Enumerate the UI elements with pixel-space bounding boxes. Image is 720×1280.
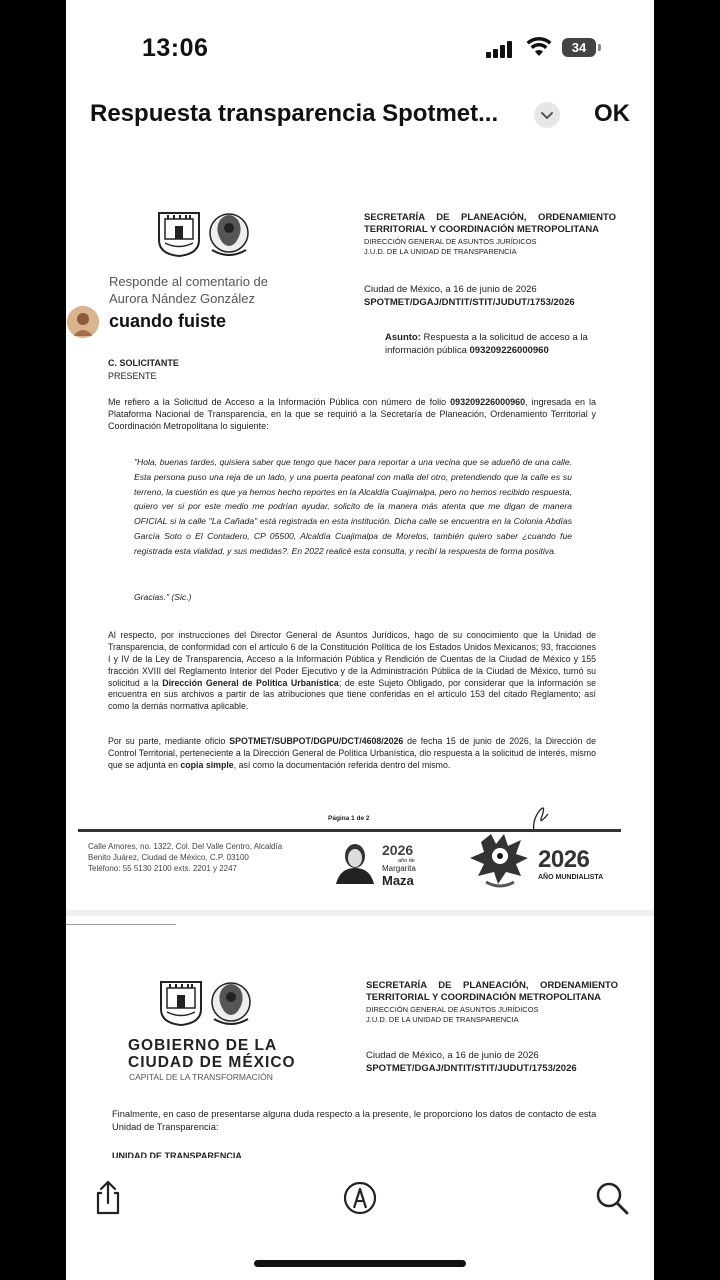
maza-name-1: Margarita — [382, 864, 416, 873]
page1-subject: Asunto: Respuesta a la solicitud de acceso a la información pública 093209226000960 — [385, 332, 588, 356]
commenter-avatar — [67, 306, 99, 338]
share-button[interactable] — [88, 1178, 128, 1218]
page1-place-date: Ciudad de México, a 16 de junio de 2026 — [364, 284, 537, 295]
page1-org-line3: DIRECCIÓN GENERAL DE ASUNTOS JURÍDICOS — [364, 237, 537, 246]
ok-button[interactable]: OK — [594, 100, 630, 127]
comment-text: cuando fuiste — [109, 311, 227, 331]
page-separator — [66, 910, 654, 916]
reply-to-label: Responde al comentario de Aurora Nández González — [109, 274, 268, 306]
eagle-emblem-icon — [208, 974, 254, 1030]
page1-recipient: C. SOLICITANTE — [108, 358, 179, 368]
page2-org-line1: SECRETARÍA DE PLANEACIÓN, ORDENAMIENTO — [366, 980, 618, 991]
page1-org-line1: SECRETARÍA DE PLANEACIÓN, ORDENAMIENTO — [364, 212, 616, 223]
cdmx-coat-of-arms-icon — [158, 978, 204, 1028]
battery-tip — [598, 44, 601, 51]
share-icon — [88, 1178, 128, 1218]
page2-paragraph-1: Finalmente, en caso de presentarse alguna duda respecto a la presente, le proporciono los datos de contacto de esta Unidad de Transparencia: — [112, 1109, 597, 1132]
screen — [66, 0, 654, 1280]
page1-footer-address-1: Calle Amores, no. 1322, Col. Del Valle Centro, Alcaldía — [88, 842, 283, 851]
gov-line-3: CAPITAL DE LA TRANSFORMACIÓN — [129, 1072, 273, 1082]
search-button[interactable] — [592, 1178, 632, 1218]
markup-pen-icon — [340, 1178, 380, 1218]
status-bar — [66, 0, 654, 90]
page2-org-line4: J.U.D. DE LA UNIDAD DE TRANSPARENCIA — [366, 1015, 519, 1024]
eagle-emblem-icon — [206, 206, 252, 260]
gov-line-2: CIUDAD DE MÉXICO — [128, 1054, 296, 1071]
page1-page-number: Página 1 de 2 — [328, 815, 370, 822]
mundial-year: 2026 — [538, 846, 590, 873]
status-time: 13:06 — [142, 34, 209, 62]
search-icon — [592, 1178, 632, 1218]
maza-sub: año de — [398, 858, 415, 864]
markup-button[interactable] — [340, 1178, 380, 1218]
page1-recipient-presente: PRESENTE — [108, 371, 157, 381]
page1-quote-end: Gracias." (Sic.) — [134, 592, 192, 602]
cellular-signal-icon — [486, 40, 516, 58]
reply-comment-overlay[interactable] — [66, 258, 298, 354]
mundial-mascot-icon — [466, 832, 536, 892]
page1-footer-phone: Teléfono: 55 5130 2100 exts. 2201 y 2247 — [88, 864, 238, 873]
title-menu-button[interactable] — [534, 102, 560, 128]
page1-paragraph-1: Me refiero a la Solicitud de Acceso a la Información Pública con número de folio 093209226000960, ingresada en la Plataforma Nacional de Transparencia, en la que se requirió a la Secretaría de Planeación, Ordenamiento Territorial y Coordinación Metropolitana lo siguiente: — [108, 397, 596, 432]
cdmx-coat-of-arms-icon — [156, 210, 202, 258]
document-title-bar — [66, 90, 654, 146]
page2-org-line3: DIRECCIÓN GENERAL DE ASUNTOS JURÍDICOS — [366, 1005, 539, 1014]
margarita-maza-portrait — [332, 838, 378, 884]
page1-reference: SPOTMET/DGAJ/DNTIT/STIT/JUDUT/1753/2026 — [364, 297, 575, 308]
gov-line-1: GOBIERNO DE LA — [128, 1037, 278, 1054]
page1-request-quote: "Hola, buenas tardes, quisiera saber que tengo que hacer para reportar a una vecina que se adueñó de una calle. Esta persona puso una reja de un lado, y una puerta peatonal con malla del otro, pretendiendo que la calle es su terreno, la cuestión es que ya hemos hecho reportes en la Alcaldía Cuajimalpa, pero no hemos recibido respuesta, quiero ver si por este medio me podrían ayudar, solicito de la manera más atenta que me digan de manera OFICIAL si la calle "La Cañada" está registrada en esta institución. Dicha calle se encuentra en la Colonia Abdías García Soto o El Contadero, CP 05500, Alcaldía Cuajimalpa de Morelos, también quiero saber ¿cuando fue registrada esta vialidad, y sus medidas?. En 2022 realicé esta consulta, y recibí la respuesta de forma positiva. — [134, 457, 572, 556]
mundial-label: AÑO MUNDIALISTA — [538, 874, 604, 881]
page2-org-line2: TERRITORIAL Y COORDINACIÓN METROPOLITANA — [366, 992, 602, 1003]
page1-paragraph-2: Al respecto, por instrucciones del Director General de Asuntos Jurídicos, hago de su conocimiento que la Unidad de Transparencia, de conformidad con el artículo 6 de la Constitución Política de los Estados Unidos Mexicanos; 93, fracciones I y IV de la Ley de Transparencia, Acceso a la Información Pública y Rendición de Cuentas de la Ciudad de México y 155 fracción XVIII del Reglamento Interior del Poder Ejecutivo y de la Administración Pública de la Ciudad de México, turnó su solicitud a la Dirección General de Política Urbanística; de este Sujeto Obligado, por considerar que la información se encuentra en sus archivos a partir de las atribuciones que tiene conferidas en el artículo 153 del citado Reglamento; así como la demás normativa aplicable. — [108, 630, 596, 712]
page2-place-date: Ciudad de México, a 16 de junio de 2026 — [366, 1050, 539, 1061]
page1-footer-rule — [78, 829, 621, 832]
page2-section-title: UNIDAD DE TRANSPARENCIA — [112, 1151, 242, 1158]
maza-year: 2026 — [382, 842, 414, 858]
page1-org-line4: J.U.D. DE LA UNIDAD DE TRANSPARENCIA — [364, 247, 517, 256]
page1-org-line2: TERRITORIAL Y COORDINACIÓN METROPOLITANA — [364, 224, 600, 235]
battery-icon: 34 — [562, 38, 596, 57]
maza-name-2: Maza — [382, 873, 414, 888]
document-title[interactable]: Respuesta transparencia Spotmet... — [90, 100, 499, 127]
chevron-down-icon — [534, 102, 560, 128]
page1-footer-address-2: Benito Juárez, Ciudad de México, C.P. 03100 — [88, 853, 249, 862]
page2-top-rule — [66, 924, 176, 925]
home-indicator[interactable] — [254, 1260, 466, 1267]
page1-paragraph-3: Por su parte, mediante oficio SPOTMET/SUBPOT/DGPU/DCT/4608/2026 de fecha 15 de junio de 2026, la Dirección de Control Territorial, perteneciente a la Dirección General de Política Urbanística, dio respuesta a la solicitud de interés, mismo que se adjunta en copia simple, así como la documentación referida dentro del mismo. — [108, 736, 596, 770]
page2-reference: SPOTMET/DGAJ/DNTIT/STIT/JUDUT/1753/2026 — [366, 1063, 577, 1074]
wifi-icon — [526, 36, 552, 58]
